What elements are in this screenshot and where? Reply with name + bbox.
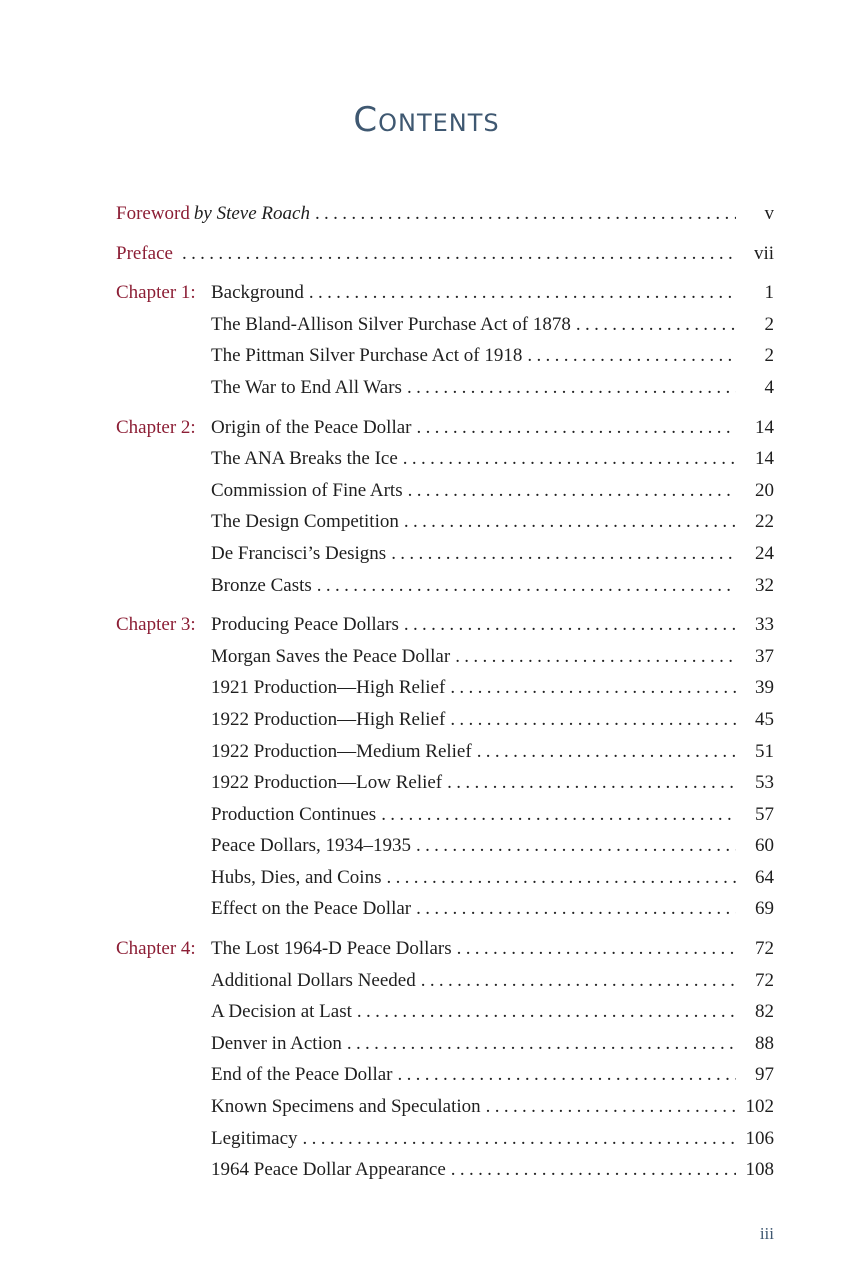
toc-entry-label: The Pittman Silver Purchase Act of 1918 (211, 345, 523, 367)
dot-leader (381, 799, 736, 831)
toc-page-number: vii (753, 242, 774, 264)
page-title: Contents (353, 100, 500, 140)
table-of-contents (116, 198, 774, 1186)
toc-section[interactable] (116, 1123, 774, 1155)
dot-leader (182, 238, 736, 270)
dot-leader (309, 277, 736, 309)
toc-section[interactable] (116, 996, 774, 1028)
toc-section[interactable] (116, 1028, 774, 1060)
dot-leader (447, 767, 736, 799)
toc-section[interactable] (116, 893, 774, 925)
toc-page-number: 4 (764, 376, 774, 398)
toc-page-number: 53 (755, 772, 774, 794)
toc-page-number: 20 (755, 479, 774, 501)
toc-entry-label: A Decision at Last (211, 1001, 352, 1023)
toc-page-number: 88 (755, 1032, 774, 1054)
dot-leader (404, 609, 736, 641)
toc-entry-label: The Bland-Allison Silver Purchase Act of 1878 (211, 313, 571, 335)
toc-entry-label: 1922 Production—Medium Relief (211, 740, 472, 762)
toc-page-number: 64 (755, 866, 774, 888)
dot-leader (450, 672, 736, 704)
toc-entry-preface[interactable] (116, 238, 774, 270)
dot-leader (450, 704, 736, 736)
toc-section[interactable] (116, 704, 774, 736)
toc-section[interactable] (116, 538, 774, 570)
dot-leader (347, 1028, 736, 1060)
toc-page-number: 24 (755, 542, 774, 564)
toc-entry-label: Denver in Action (211, 1032, 342, 1054)
toc-section[interactable] (116, 1154, 774, 1186)
toc-section[interactable] (116, 506, 774, 538)
toc-section[interactable] (116, 372, 774, 404)
toc-entry-label: De Francisci’s Designs (211, 542, 387, 564)
toc-page-number: 72 (755, 969, 774, 991)
dot-leader (357, 996, 736, 1028)
toc-page-number: 33 (755, 614, 774, 636)
toc-page-number: 1 (764, 282, 774, 304)
toc-page-number: 108 (745, 1159, 774, 1181)
dot-leader (416, 893, 736, 925)
toc-entry-label: Bronze Casts (211, 574, 312, 596)
toc-entry-label: Known Specimens and Speculation (211, 1096, 481, 1118)
toc-entry-label: The War to End All Wars (211, 376, 402, 398)
chapter-prefix: Chapter 4: (116, 938, 196, 960)
toc-entry-label: Peace Dollars, 1934–1935 (211, 835, 411, 857)
dot-leader (391, 538, 736, 570)
dot-leader (451, 1154, 736, 1186)
toc-entry-label: Production Continues (211, 803, 377, 825)
chapter-prefix: Chapter 3: (116, 614, 196, 636)
toc-section[interactable] (116, 672, 774, 704)
dot-leader (486, 1091, 736, 1123)
toc-chapter-4[interactable] (116, 933, 774, 965)
dot-leader (408, 475, 736, 507)
toc-page-number: 60 (755, 835, 774, 857)
toc-section[interactable] (116, 965, 774, 997)
toc-entry-label: 1921 Production—High Relief (211, 677, 446, 699)
page-folio: iii (759, 1224, 774, 1243)
dot-leader (404, 506, 736, 538)
dot-leader (403, 443, 736, 475)
dot-leader (317, 570, 736, 602)
toc-page-number: 45 (755, 708, 774, 730)
chapter-prefix: Chapter 2: (116, 416, 196, 438)
dot-leader (386, 862, 736, 894)
toc-section[interactable] (116, 1059, 774, 1091)
dot-leader (421, 965, 736, 997)
dot-leader (416, 412, 736, 444)
toc-page-number: 106 (745, 1127, 774, 1149)
toc-section[interactable] (116, 767, 774, 799)
toc-entry-label: The Design Competition (211, 511, 399, 533)
toc-entry-label: Legitimacy (211, 1127, 298, 1149)
toc-entry-label: Origin of the Peace Dollar (211, 416, 412, 438)
toc-page-number: 51 (755, 740, 774, 762)
toc-section[interactable] (116, 1091, 774, 1123)
dot-leader (527, 340, 736, 372)
toc-entry-label: Foreword (116, 203, 190, 224)
toc-entry-foreword[interactable] (116, 198, 774, 230)
toc-entry-label: 1922 Production—Low Relief (211, 772, 443, 794)
toc-page-number: 2 (764, 345, 774, 367)
dot-leader (397, 1059, 736, 1091)
toc-page-number: 102 (745, 1096, 774, 1118)
dot-leader (576, 309, 736, 341)
toc-entry-label: 1964 Peace Dollar Appearance (211, 1159, 446, 1181)
toc-page-number: 57 (755, 803, 774, 825)
toc-page-number: 32 (755, 574, 774, 596)
toc-entry-label: The ANA Breaks the Ice (211, 448, 398, 470)
toc-entry-label: Producing Peace Dollars (211, 614, 399, 636)
toc-section[interactable] (116, 641, 774, 673)
toc-entry-label: Background (211, 282, 304, 304)
dot-leader (407, 372, 736, 404)
toc-entry-label: End of the Peace Dollar (211, 1064, 393, 1086)
toc-entry-label: Effect on the Peace Dollar (211, 898, 412, 920)
chapter-prefix: Chapter 1: (116, 282, 196, 304)
toc-page-number: 37 (755, 645, 774, 667)
dot-leader (455, 641, 736, 673)
toc-chapter-3[interactable] (116, 609, 774, 641)
dot-leader (477, 736, 736, 768)
toc-page-number: 72 (755, 938, 774, 960)
toc-page-number: 39 (755, 677, 774, 699)
toc-page-number: 14 (755, 416, 774, 438)
toc-page-number: 14 (755, 448, 774, 470)
toc-entry-label: 1922 Production—High Relief (211, 708, 446, 730)
toc-page-number: 97 (755, 1064, 774, 1086)
toc-section[interactable] (116, 340, 774, 372)
toc-entry-label: Morgan Saves the Peace Dollar (211, 645, 451, 667)
toc-section[interactable] (116, 862, 774, 894)
toc-chapter-1[interactable] (116, 277, 774, 309)
toc-entry-label: The Lost 1964-D Peace Dollars (211, 938, 452, 960)
toc-page-number: 69 (755, 898, 774, 920)
dot-leader (303, 1123, 736, 1155)
toc-entry-label: Preface (116, 242, 173, 264)
toc-entry-label: Hubs, Dies, and Coins (211, 866, 382, 888)
dot-leader (416, 830, 736, 862)
toc-entry-label: Additional Dollars Needed (211, 969, 416, 991)
toc-page-number: 2 (764, 313, 774, 335)
toc-section[interactable] (116, 570, 774, 602)
toc-entry-label: Commission of Fine Arts (211, 479, 403, 501)
dot-leader (457, 933, 736, 965)
toc-page-number: v (764, 203, 774, 224)
toc-section[interactable] (116, 475, 774, 507)
toc-chapter-2[interactable] (116, 412, 774, 444)
toc-section[interactable] (116, 736, 774, 768)
dot-leader (315, 198, 736, 230)
toc-section[interactable] (116, 799, 774, 831)
toc-entry-byline: by Steve Roach (193, 203, 310, 224)
toc-section[interactable] (116, 830, 774, 862)
toc-page-number: 22 (755, 511, 774, 533)
toc-section[interactable] (116, 443, 774, 475)
toc-section[interactable] (116, 309, 774, 341)
toc-page-number: 82 (755, 1001, 774, 1023)
